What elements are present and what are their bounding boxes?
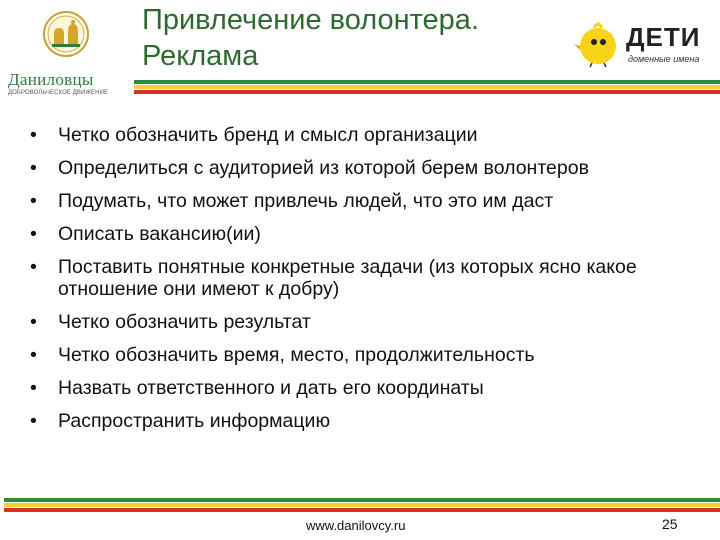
title-line-2: Реклама xyxy=(142,40,259,72)
top-color-stripes xyxy=(134,80,720,94)
list-item: • Подумать, что может привлечь людей, что это им даст xyxy=(30,190,554,212)
list-item: • Четко обозначить время, место, продолжительность xyxy=(30,344,535,366)
logo-left-name: Даниловцы xyxy=(8,70,94,89)
logo-right-subtitle: доменные имена xyxy=(628,54,700,64)
logo-left-subtitle: ДОБРОВОЛЬЧЕСКОЕ ДВИЖЕНИЕ xyxy=(8,90,109,96)
list-item: • Четко обозначить бренд и смысл организации xyxy=(30,124,478,146)
yellow-chick-icon xyxy=(572,16,626,68)
list-item: • Распространить информацию xyxy=(30,410,331,432)
logo-right-name: ДЕТИ xyxy=(626,22,701,52)
list-item: • Четко обозначить результат xyxy=(30,311,311,333)
page-title xyxy=(142,2,582,74)
bottom-color-stripes xyxy=(4,498,720,512)
list-item: • Назвать ответственного и дать его координаты xyxy=(30,377,484,399)
title-line-1: Привлечение волонтера. xyxy=(142,4,479,36)
footer-url[interactable]: www.danilovcy.ru xyxy=(306,518,406,533)
danilovcy-logo xyxy=(4,6,132,98)
bell-tower-emblem-icon xyxy=(42,10,90,58)
list-item: • Поставить понятные конкретные задачи (из которых ясно какое отношение они имеют к добру) xyxy=(30,256,637,300)
bullet-list xyxy=(30,124,710,443)
page-number: 25 xyxy=(662,516,678,532)
deti-logo xyxy=(572,14,718,72)
list-item: • Описать вакансию(ии) xyxy=(30,223,261,245)
list-item: • Определиться с аудиторией из которой берем волонтеров xyxy=(30,157,589,179)
